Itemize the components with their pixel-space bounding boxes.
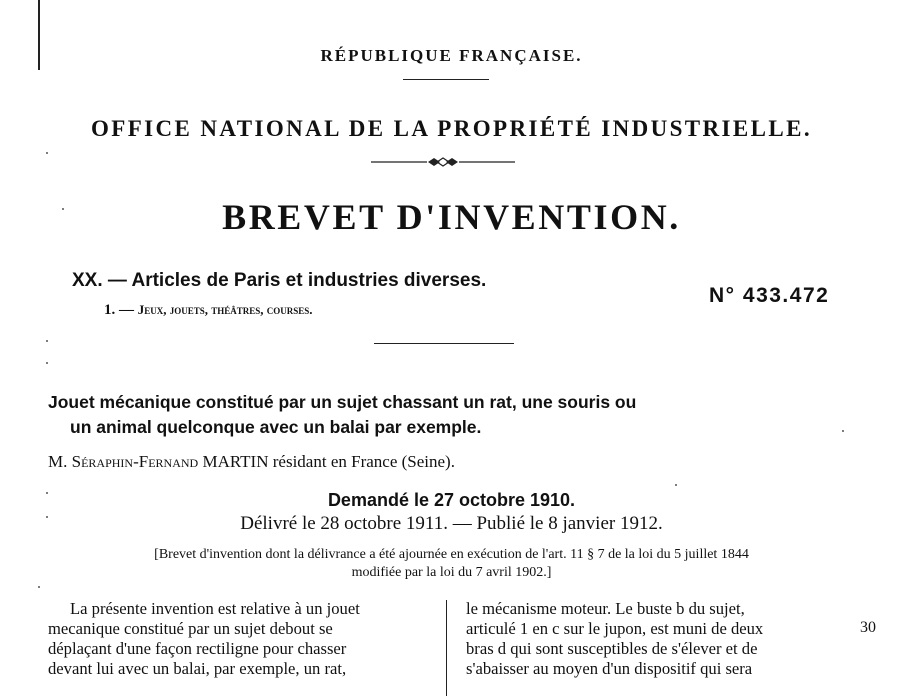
- date-requested: Demandé le 27 octobre 1910.: [327, 490, 576, 510]
- title-line: un animal quelconque avec un balai par exemple.: [70, 417, 482, 437]
- body-line: déplaçant d'une façon rectiligne pour chasser: [48, 639, 347, 658]
- note-line: [Brevet d'invention dont la délivrance a été ajournée en exécution de l'art. 11 § 7 de la loi du 5 juillet 1844: [154, 547, 749, 562]
- speck: [46, 152, 48, 154]
- speck: [62, 208, 64, 210]
- body-line: mecanique constitué par un sujet debout se: [48, 619, 333, 638]
- body-line: le mécanisme moteur. Le buste b du sujet,: [466, 599, 745, 618]
- title-line: Jouet mécanique constitué par un sujet chassant un rat, une souris ou: [48, 392, 637, 412]
- inventor-line: [48, 452, 455, 472]
- body-line: devant lui avec un balai, par exemple, un rat,: [48, 659, 347, 678]
- body-column-right: [466, 599, 858, 679]
- body-line: La présente invention est relative à un jouet: [70, 599, 360, 618]
- inventor-first-names: Séraphin-Fernand: [71, 452, 199, 471]
- body-line: articulé 1 en c sur le jupon, est muni de deux: [466, 619, 764, 638]
- divider: [403, 79, 489, 80]
- speck: [46, 362, 48, 364]
- speck: [46, 340, 48, 342]
- document-type-heading: BREVET D'INVENTION.: [222, 197, 681, 237]
- subgroup-text: Jeux, jouets, théâtres, courses.: [137, 302, 313, 317]
- office-heading: OFFICE NATIONAL DE LA PROPRIÉTÉ INDUSTRIELLE.: [90, 116, 813, 141]
- divider: [374, 343, 514, 344]
- patent-number: N° 433.472: [709, 284, 830, 307]
- note-line: modifiée par la loi du 7 avril 1902.]: [351, 565, 552, 580]
- speck: [38, 586, 40, 588]
- classification-group: XX. — Articles de Paris et industries diverses.: [72, 270, 487, 291]
- classification-subgroup: [104, 302, 313, 319]
- body-line: s'abaisser au moyen d'un dispositif qui sera: [466, 659, 753, 678]
- inventor-surname: MARTIN: [202, 452, 269, 471]
- speck: [46, 516, 48, 518]
- speck: [675, 484, 677, 486]
- line-number: 30: [860, 619, 876, 636]
- body-line: bras d qui sont susceptibles de s'élever et de: [466, 639, 758, 658]
- column-separator: [446, 600, 447, 696]
- deferral-note: [0, 546, 903, 582]
- ornament-divider: [371, 154, 515, 170]
- body-column-left: [48, 599, 431, 679]
- date-issued: Délivré le 28 octobre 1911. — Publié le 8 janvier 1912.: [240, 513, 663, 534]
- inventor-prefix: M.: [48, 452, 68, 471]
- subgroup-number: 1. —: [104, 302, 134, 318]
- inventor-residence: résidant en France (Seine).: [272, 452, 455, 471]
- invention-title: [48, 390, 636, 440]
- republic-heading: RÉPUBLIQUE FRANÇAISE.: [320, 46, 583, 65]
- speck: [46, 492, 48, 494]
- speck: [842, 430, 844, 432]
